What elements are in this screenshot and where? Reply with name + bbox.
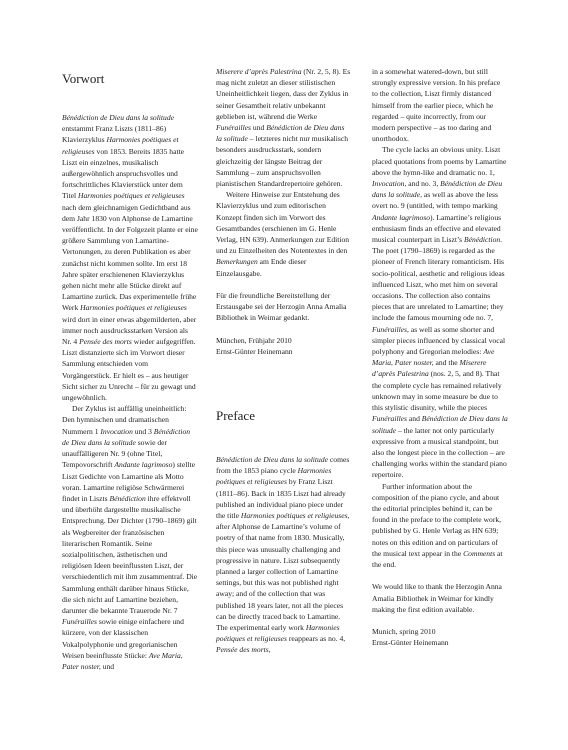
column-1	[62, 112, 198, 672]
vorwort-author: Ernst-Günter Heinemann	[216, 347, 293, 357]
vorwort-place-date: München, Frühjahr 2010	[216, 335, 292, 345]
preface-paragraph-2: The cycle lacks an obvious unity. Liszt placed quotations from poems by Lamartine above the hymn-like and dramatic no. 1, Invocation, and no. 3, Bénédiction de Dieu dans la solitude, as well as above the less overt no. 9 (untitled, with tempo marking Andante lagrimoso). Lamartine’s religious enthusiasm finds an effective and elevated musical counterpart in Liszt’s Bénédiction. The poet (1790–1869) is regarded as the pioneer of French literary romanticism. His socio-political, aesthetic and religious ideas influenced Liszt, who met him on several occasions. The collection also contains pieces that are unrelated to Lamartine; they include the famous mourning ode no. 7, Funérailles, as well as some shorter and simpler pieces influenced by classical vocal polyphony and Gregorian melodies: Ave Maria, Pater noster, and the Miserere d’après Palestrina (nos. 2, 5, and 8). That the complete cycle has remained relatively unknown may in some measure be due to this stylistic disunity, while the pieces Funérailles and Bénédiction de Dieu dans la solitude – the latter not only particularly expressive from a musical standpoint, but also the longest piece in the collection – are challenging works within the standard piano repertoire.	[372, 145, 508, 480]
preface-place-date: Munich, spring 2010	[372, 627, 436, 637]
column-2-preface	[216, 454, 352, 656]
vorwort-title: Vorwort	[62, 71, 105, 86]
preface-paragraph-1: Bénédiction de Dieu dans la solitude comes from the 1853 piano cycle Harmonies poétiques et religieuses by Franz Liszt (1811–86). Back in 1835 Liszt had already published an individual piano piece under the title Harmonies poétiques et religieuses, after Alphonse de Lamartine’s volume of poetry of that name from 1830. Musically, this piece was unusually challenging and progressive in nature. Liszt subsequently planned a larger collection of Lamartine settings, but this was not published right away; and of the collection that was published 18 years later, not all the pieces can be directly traced back to Lamartine. The experimental early work Harmonies poétiques et religieuses reappears as no. 4, Pensée des morts,	[216, 455, 350, 655]
vorwort-paragraph-2-cont: Miserere d’après Palestrina (Nr. 2, 5, 8). Es mag nicht zuletzt an dieser stilistischen Uneinheitlichkeit liegen, dass der Zyklus in seiner Gesamtheit relativ unbekannt geblieben ist, während die Werke Funérailles und Bénédiction de Dieu dans la solitude – letzteres nicht nur musikalisch besonders ausdrucksstark, sondern gleichzeitig der längste Beitrag der Sammlung – zum anspruchsvollen pianistischen Standardrepertoire gehören.	[216, 67, 351, 189]
preface-title: Preface	[216, 408, 255, 423]
preface-author: Ernst-Günter Heinemann	[372, 638, 449, 648]
vorwort-paragraph-3: Weitere Hinweise zur Entstehung des Klavierzyklus und zum editorischen Konzept finden sich im Vorwort des Gesamtbandes (erschienen im G. Henle Verlag, HN 639). Anmerkungen zur Edition und zu Einzelheiten des Notentextes in den Bemerkungen am Ende dieser Einzelausgabe.	[216, 190, 350, 278]
preface-paragraph-1-cont: in a somewhat watered-down, but still strongly expressive version. In his preface to the collection, Liszt firmly distanced himself from the earlier piece, which he regarded – quite incorrectly, from our modern perspective – as too daring and unorthodox.	[372, 67, 501, 144]
column-2	[216, 66, 352, 357]
preface-paragraph-4: We would like to thank the Herzogin Anna Amalia Bibliothek in Weimar for kindly making the first edition available.	[372, 582, 502, 614]
column-3	[372, 66, 508, 649]
vorwort-paragraph-2: Der Zyklus ist auffällig uneinheitlich: Den hymnischen und dramatischen Nummern 1 Invocation und 3 Bénédiction de Dieu dans la solitude sowie der unauffälligeren Nr. 9 (ohne Titel, Tempovorschrift Andante lagrimoso) stellte Liszt Gedichte von Lamartine als Motto voran. Lamartine religiöse Schwärmerei findet in Liszts Bénédiction ihre effektvoll und überhöht dargestellte musikalische Entsprechung. Der Dichter (1790–1869) gilt als Wegbereiter der französischen literarischen Romantik. Seine sozialpolitischen, ästhetischen und religiösen Ideen beeinflussten Liszt, der verschiedentlich mit ihm zusammentraf. Die Sammlung enthält darüber hinaus Stücke, die sich nicht auf Lamartine beziehen, darunter die bekannte Trauerode Nr. 7 Funérailles sowie einige einfachere und kürzere, von der klassischen Vokalpolyphonie und gregorianischen Weisen beeinflusste Stücke: Ave Maria, Pater noster, und	[62, 404, 198, 671]
preface-paragraph-3: Further information about the composition of the piano cycle, and about the editorial principles behind it, can be found in the preface to the complete work, published by G. Henle Verlag as HN 639; notes on this edition and on particulars of the musical text appear in the Comments at the end.	[372, 481, 503, 569]
vorwort-paragraph-4: Für die freundliche Bereitstellung der Erstausgabe sei der Herzogin Anna Amalia Bibliothek in Weimar gedankt.	[216, 291, 347, 323]
vorwort-paragraph-1: Bénédiction de Dieu dans la solitude entstammt Franz Liszts (1811–86) Klavierzyklus Harmonies poétiques et religieuses von 1853. Bereits 1835 hatte Liszt ein einzelnes, musikalisch außergewöhnlich anspruchsvolles und fortschrittliches Klavierstück unter dem Titel Harmonies poétiques et religieuses nach dem gleichnamigen Gedichtband aus dem Jahr 1830 von Alphonse de Lamartine veröffentlicht. In der Folgezeit plante er eine größere Sammlung von Lamartine-Vertonungen, zu deren Publikation es aber zunächst nicht kommen sollte. Im erst 18 Jahre später erschienenen Klavierzyklus gehen nicht mehr alle Stücke direkt auf Lamartine zurück. Das experimentelle frühe Werk Harmonies poétiques et religieuses wird dort in einer etwas abgemilderten, aber immer noch ausdrucksstarken Version als Nr. 4 Pensée des morts wieder aufgegriffen. Liszt distanzierte sich im Vorwort dieser Sammlung entschieden vom Vorgängerstück. Er hielt es – aus heutiger Sicht sicher zu Unrecht – für zu gewagt und ungewöhnlich.	[62, 113, 198, 403]
